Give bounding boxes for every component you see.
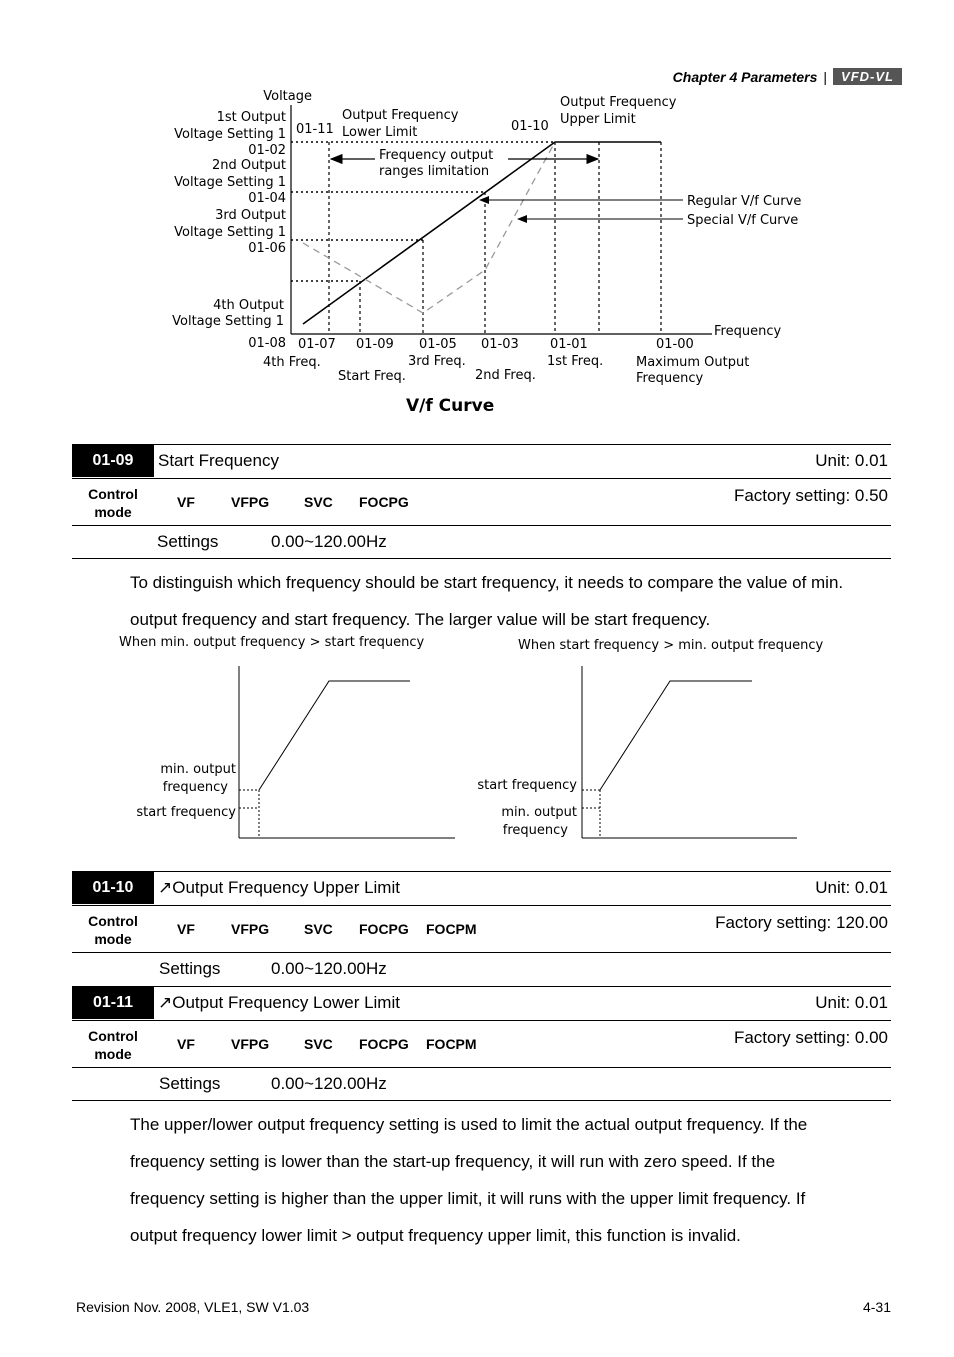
fourth-freq-label: 4th Freq.	[263, 355, 321, 370]
param-01-10-header	[72, 871, 891, 904]
param-01-09-header	[72, 444, 891, 477]
left-min-output-line1: min. output	[160, 762, 236, 777]
code-0100: 01-00	[656, 337, 694, 352]
lower-limit-line1: Output Frequency	[342, 108, 459, 123]
v4-label-line2: Voltage Setting 1	[172, 314, 284, 329]
v1-code: 01-02	[248, 143, 286, 158]
v2-code: 01-04	[248, 191, 286, 206]
first-freq-label: 1st Freq.	[547, 354, 604, 369]
voltage-label: Voltage	[263, 89, 312, 104]
control-label-line2: mode	[94, 931, 132, 947]
note-2-line4: output frequency lower limit > output frequency upper limit, this function is invalid.	[130, 1226, 741, 1245]
param-01-10-control-mode	[72, 905, 891, 953]
left-min-output-line2: frequency	[162, 780, 228, 795]
mode-focpm: FOCPM	[426, 921, 477, 937]
factory-setting: Factory setting: 0.00	[733, 1028, 888, 1047]
note-2-line2: frequency setting is lower than the start-up frequency, it will run with zero speed. If the	[130, 1152, 776, 1171]
factory-setting: Factory setting: 0.50	[733, 486, 888, 505]
mode-focpm: FOCPM	[426, 1036, 477, 1052]
settings-value: 0.00~120.00Hz	[271, 959, 387, 978]
param-unit: Unit: 0.01	[815, 878, 888, 897]
page-number: 4-31	[862, 1299, 891, 1315]
lower-limit-line2: Lower Limit	[342, 125, 418, 140]
control-label-line1: Control	[88, 486, 138, 502]
v4-label-line1: 4th Output	[213, 298, 284, 313]
v3-label-line1: 3rd Output	[215, 208, 286, 223]
right-min-output-line1: min. output	[501, 805, 577, 820]
mode-vfpg: VFPG	[231, 1036, 270, 1052]
control-mode-label	[72, 912, 154, 948]
second-freq-label: 2nd Freq.	[475, 368, 536, 383]
v1-label-line1: 1st Output	[216, 110, 286, 125]
left-start-frequency: start frequency	[136, 805, 236, 820]
upper-limit-line2: Upper Limit	[560, 112, 636, 127]
control-label-line1: Control	[88, 1028, 138, 1044]
param-unit: Unit: 0.01	[815, 451, 888, 470]
mode-vfpg: VFPG	[231, 494, 270, 510]
mode-vf: VF	[177, 921, 195, 937]
control-mode-label	[72, 485, 154, 521]
note-1	[130, 564, 910, 638]
max-freq-line1: Maximum Output	[636, 355, 750, 370]
factory-setting: Factory setting: 120.00	[715, 913, 888, 932]
code-0101: 01-01	[550, 337, 588, 352]
param-unit: Unit: 0.01	[815, 993, 888, 1012]
frequency-label: Frequency	[714, 324, 782, 339]
param-title	[158, 993, 815, 1013]
settings-label: Settings	[157, 532, 219, 551]
note-2	[130, 1106, 910, 1254]
range-label-line2: ranges limitation	[379, 164, 490, 179]
lower-limit-code: 01-11	[296, 122, 334, 137]
run-edit-icon: ↗	[158, 878, 173, 897]
param-title-text: Output Frequency Lower Limit	[172, 993, 400, 1012]
upper-limit-line1: Output Frequency	[560, 95, 677, 110]
note-1-line2: output frequency and start frequency. The larger value will be start frequency.	[130, 610, 711, 629]
mode-svc: SVC	[304, 1036, 333, 1052]
right-start-frequency: start frequency	[477, 778, 577, 793]
mode-focpg: FOCPG	[359, 494, 409, 510]
v3-code: 01-06	[248, 241, 286, 256]
param-divider	[72, 1100, 891, 1101]
mode-focpg: FOCPG	[359, 1036, 409, 1052]
param-code: 01-10	[72, 872, 154, 904]
left-compare-title: When min. output frequency > start frequency	[119, 635, 425, 650]
regular-curve-label: Regular V/f Curve	[687, 194, 802, 209]
chapter-title: Chapter 4 Parameters	[672, 68, 818, 85]
param-title	[158, 878, 815, 898]
mode-focpg: FOCPG	[359, 921, 409, 937]
mode-svc: SVC	[304, 494, 333, 510]
revision-text: Revision Nov. 2008, VLE1, SW V1.03	[76, 1299, 310, 1315]
settings-value: 0.00~120.00Hz	[271, 532, 387, 551]
vf-curve-diagram	[0, 80, 954, 425]
note-1-line1: To distinguish which frequency should be start frequency, it needs to compare the value of min.	[130, 573, 844, 592]
max-freq-line2: Frequency	[636, 371, 704, 386]
param-divider	[72, 558, 891, 559]
mode-vfpg: VFPG	[231, 921, 270, 937]
settings-label: Settings	[159, 1074, 221, 1093]
param-title: Start Frequency	[158, 451, 279, 470]
brand-logo: VFD-VL	[833, 68, 902, 85]
header-separator: |	[823, 68, 828, 85]
control-label-line2: mode	[94, 1046, 132, 1062]
param-code: 01-11	[72, 987, 154, 1019]
mode-vf: VF	[177, 1036, 195, 1052]
start-freq-label: Start Freq.	[338, 369, 406, 384]
settings-value: 0.00~120.00Hz	[271, 1074, 387, 1093]
code-0109: 01-09	[356, 337, 394, 352]
control-label-line2: mode	[94, 504, 132, 520]
param-code: 01-09	[72, 445, 154, 477]
v2-label-line2: Voltage Setting 1	[174, 175, 286, 190]
code-0107: 01-07	[298, 337, 336, 352]
code-0103: 01-03	[481, 337, 519, 352]
note-2-line3: frequency setting is higher than the upper limit, it will runs with the upper limit frequency. If	[130, 1189, 806, 1208]
start-frequency-comparison	[0, 628, 954, 843]
code-0105: 01-05	[419, 337, 457, 352]
control-label-line1: Control	[88, 913, 138, 929]
mode-svc: SVC	[304, 921, 333, 937]
param-01-11-header	[72, 986, 891, 1019]
special-curve-label: Special V/f Curve	[687, 213, 799, 228]
settings-label: Settings	[159, 959, 221, 978]
note-2-line1: The upper/lower output frequency setting is used to limit the actual output frequency. If the	[130, 1115, 808, 1134]
param-title-text: Output Frequency Upper Limit	[172, 878, 400, 897]
mode-vf: VF	[177, 494, 195, 510]
run-edit-icon: ↗	[158, 993, 173, 1012]
control-mode-label	[72, 1027, 154, 1063]
v4-code: 01-08	[248, 336, 286, 351]
third-freq-label: 3rd Freq.	[408, 354, 466, 369]
v2-label-line1: 2nd Output	[211, 158, 286, 173]
v3-label-line2: Voltage Setting 1	[174, 225, 286, 240]
right-compare-title: When start frequency > min. output frequency	[518, 638, 824, 653]
range-label-line1: Frequency output	[379, 148, 494, 163]
param-01-09-control-mode	[72, 478, 891, 526]
diagram-title: V/f Curve	[406, 396, 495, 416]
param-01-11-control-mode	[72, 1020, 891, 1068]
right-min-output-line2: frequency	[502, 823, 568, 838]
upper-limit-code: 01-10	[511, 119, 549, 134]
v1-label-line2: Voltage Setting 1	[174, 127, 286, 142]
